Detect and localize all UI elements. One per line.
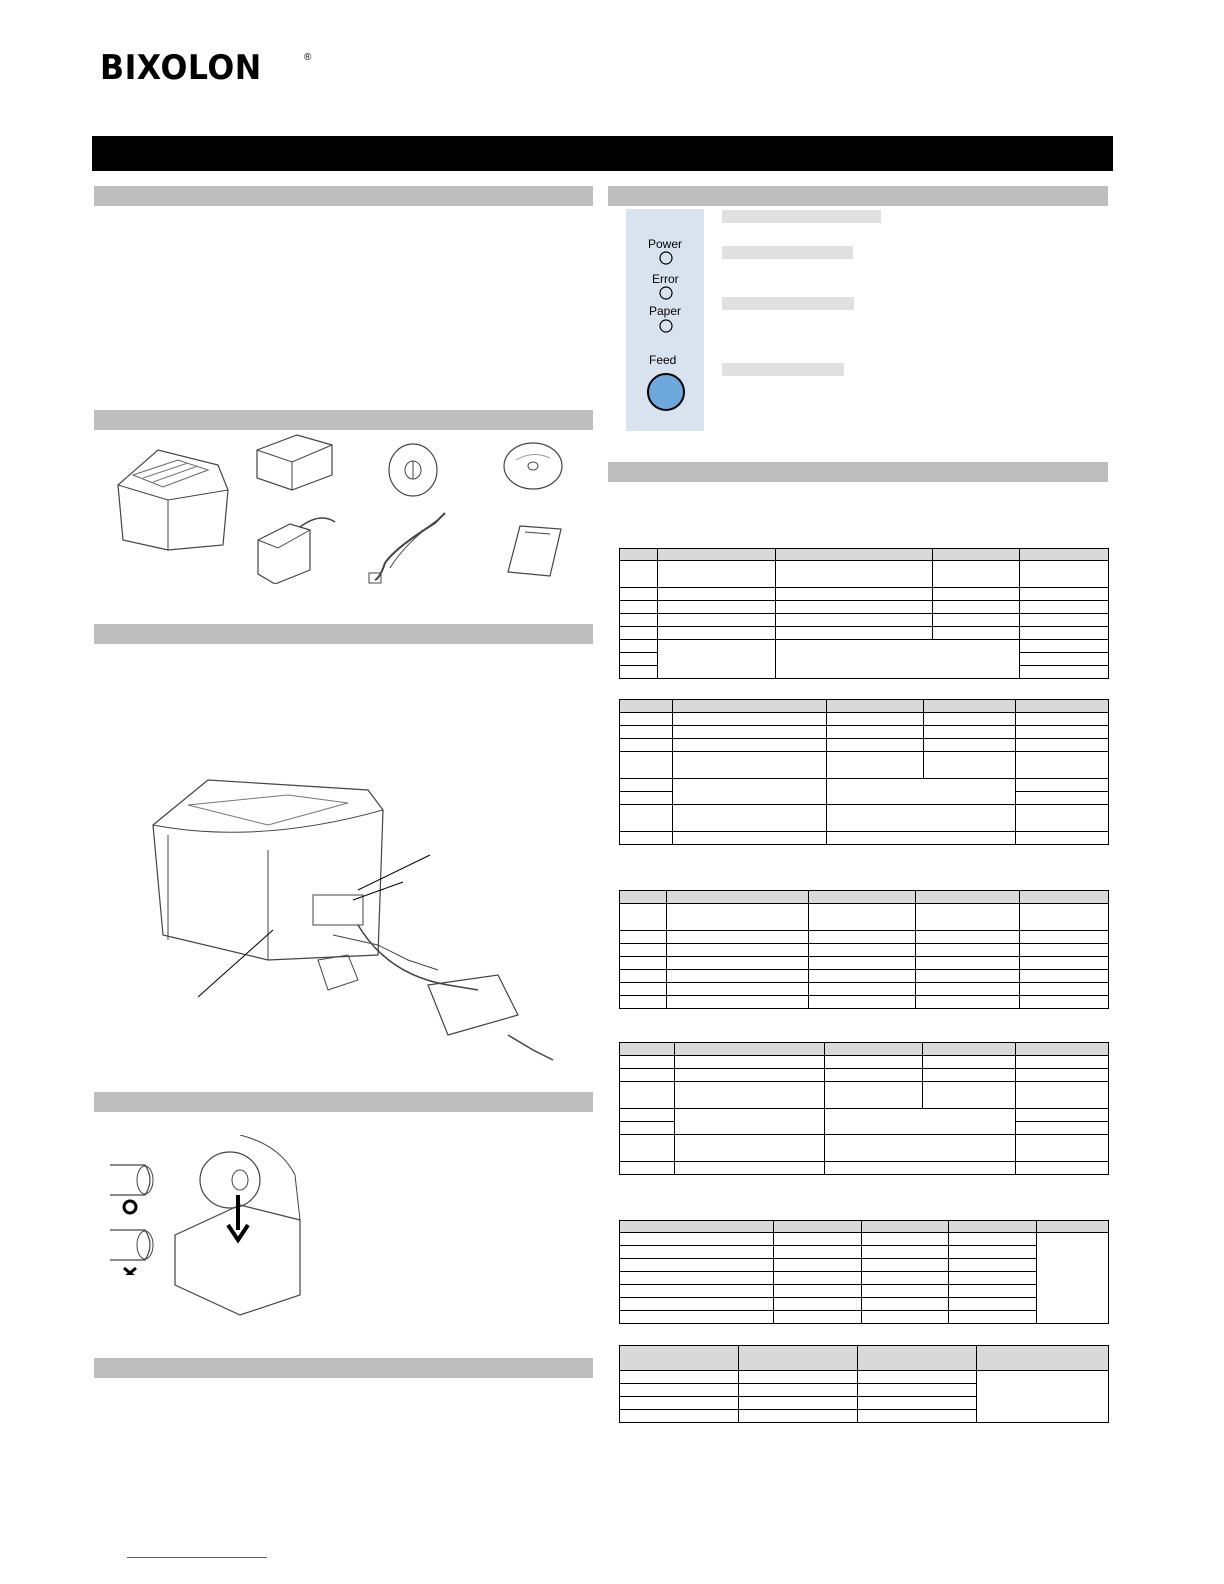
paper-led-icon [660,320,672,332]
panel-desc-paper [722,297,854,310]
panel-desc-feed [722,363,844,376]
power-label: Power [648,237,683,251]
table-3 [619,890,1109,1009]
manual-icon [505,524,563,578]
power-adapter-icon [250,512,340,584]
section-header-6 [608,186,1108,206]
feed-button-icon [648,374,684,410]
section-header-1 [94,186,593,206]
section-header-7 [608,462,1108,482]
section-header-3 [94,624,593,644]
error-label: Error [652,272,679,286]
table-5 [619,1220,1109,1324]
roll-orientation-icons [100,1160,160,1275]
table-2 [619,699,1109,845]
table-1 [619,548,1109,679]
feed-label: Feed [649,353,677,367]
paper-roll-icon [383,440,443,500]
power-led-icon [660,252,672,264]
brand-logo: BIXOLON [100,48,262,88]
section-header-4 [94,1092,593,1112]
control-panel-indicators [626,209,704,431]
paper-install-diagram [170,1135,305,1320]
registered-mark: ® [304,52,312,63]
title-bar [92,136,1113,171]
section-header-5 [94,1358,593,1378]
table-4 [619,1042,1109,1175]
connection-diagram [148,775,568,1075]
panel-desc-power [722,210,881,223]
table-6 [619,1345,1109,1423]
error-led-icon [660,287,672,299]
power-cord-icon [365,508,455,586]
cd-icon [502,440,564,492]
printer-icon [108,445,238,555]
section-header-2 [94,410,593,430]
panel-desc-error [722,246,853,259]
footer-link[interactable] [127,1557,267,1558]
paper-label: Paper [649,304,682,318]
cover-icon [252,430,337,495]
